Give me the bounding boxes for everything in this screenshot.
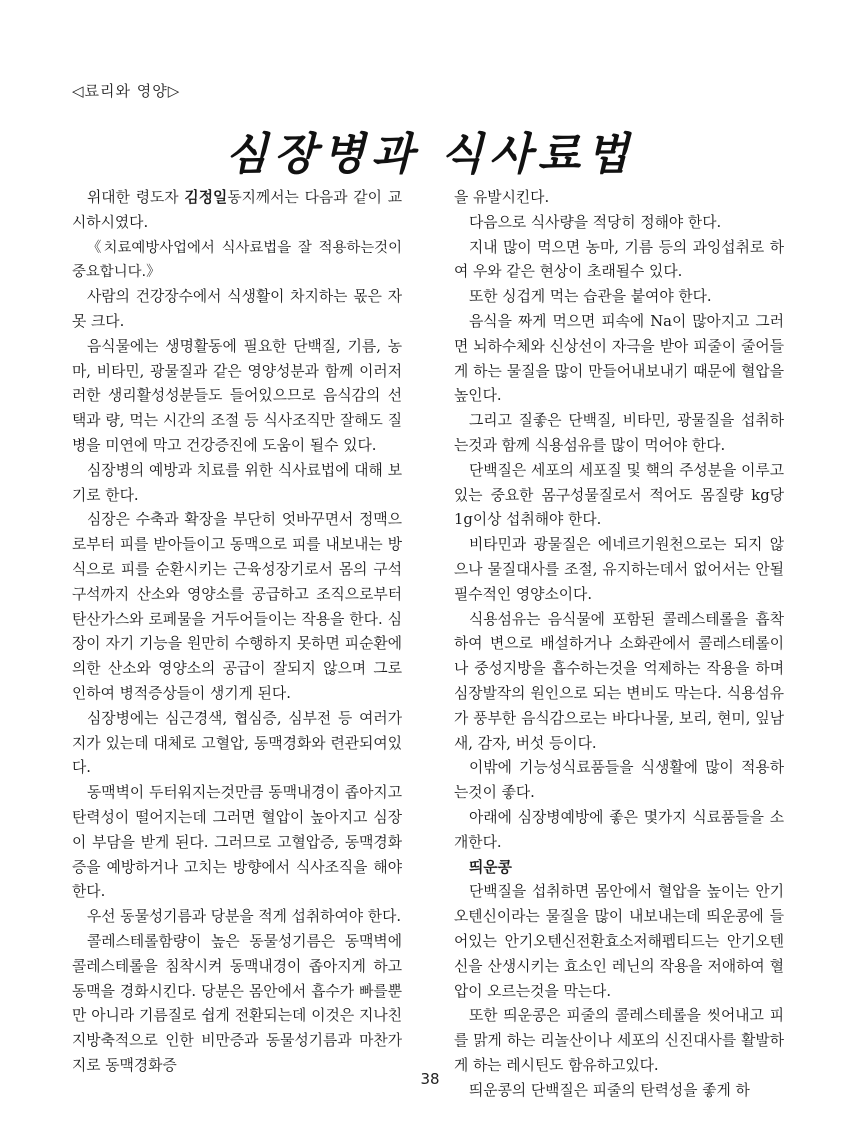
- paragraph: 비타민과 광물질은 에네르기원천으로는 되지 않으나 물질대사를 조절, 유지하는데서 없어서는 안될 필수적인 영양소이다.: [454, 536, 784, 603]
- paragraph-text: 위대한 령도자: [87, 189, 185, 206]
- subheading: 띄운콩: [469, 858, 512, 876]
- paragraph: 단백질은 세포의 세포질 및 핵의 주성분을 이루고있는 중요한 몸구성물질로서 적어도 몸질량 kg당 1g이상 섭취해야 한다.: [454, 461, 784, 529]
- paragraph: 음식물에는 생명활동에 필요한 단백질, 기름, 농마, 비타민, 광물질과 같은 영양성분과 함께 이러저러한 생리활성성분들도 들어있으므로 음식감의 선택과 량, 먹는 시간의 조절 등 식사조직만 잘해도 질병을 미연에 막고 건강증진에 도움이 될수 있다.: [72, 337, 402, 454]
- paragraph: 아래에 심장병예방에 좋은 몇가지 식료품들을 소개한다.: [454, 808, 784, 851]
- paragraph: 지내 많이 먹으면 농마, 기름 등의 과잉섭취로 하여 우와 같은 현상이 초래될수 있다.: [454, 238, 784, 281]
- paragraph: 식용섬유는 음식물에 포함된 콜레스테롤을 흡착하여 변으로 배설하거나 소화관에서 콜레스테롤이나 중성지방을 흡수하는것을 억제하는 작용을 하며 심장발작의 원인으로 되는 변비도 막는다. 식용섬유가 풍부한 음식감으로는 바다나물, 보리, 현미, 잎남새, 감자, 버섯 등이다.: [454, 610, 784, 752]
- paragraph: 그리고 질좋은 단백질, 비타민, 광물질을 섭취하는것과 함께 식용섬유를 많이 먹어야 한다.: [454, 412, 784, 454]
- paragraph: 사람의 건강장수에서 식생활이 차지하는 몫은 자못 크다.: [72, 288, 402, 330]
- paragraph: 심장병의 예방과 치료를 위한 식사료법에 대해 보기로 한다.: [72, 461, 402, 504]
- paragraph: 음식을 짜게 먹으면 피속에 Na이 많아지고 그러면 뇌하수체와 신상선이 자극을 받아 피줄이 줄어들게 하는 물질을 많이 만들어내보내기 때문에 혈압을 높인다.: [454, 312, 784, 405]
- paragraph-text: 동지께서는 다음과 같이 교시하시였다.: [72, 189, 403, 231]
- paragraph: 띄운콩의 단백질은 피줄의 탄력성을 좋게 하: [469, 1081, 750, 1099]
- paragraph: 을 유발시킨다.: [454, 189, 550, 206]
- paragraph: 단백질을 섭취하면 몸안에서 혈압을 높이는 안기오텐신이라는 물질을 많이 내보내는데 띄운콩에 들어있는 안기오텐신전환효소저해펩티드는 안기오텐신을 산생시키는 효소인 레닌의 작용을 저애하여 혈압이 오르는것을 막는다.: [454, 883, 784, 1000]
- paragraph: 심장병에는 심근경색, 협심증, 심부전 등 여러가지가 있는데 대체로 고혈압, 동맥경화와 련관되여있다.: [72, 709, 402, 777]
- section-tag: ◁료리와 영양▷: [72, 82, 181, 100]
- right-column: [454, 186, 784, 1103]
- paragraph: 또한 띄운콩은 피줄의 콜레스테롤을 씻어내고 피를 맑게 하는 리놀산이나 세포의 신진대사를 활발하게 하는 레시틴도 함유하고있다.: [454, 1007, 784, 1074]
- paragraph: 심장은 수축과 확장을 부단히 엇바꾸면서 정맥으로부터 피를 받아들이고 동맥으로 피를 내보내는 방식으로 피를 순환시키는 근육성장기로서 몸의 구석구석까지 산소와 영양소를 공급하고 조직으로부터 탄산가스와 로페물을 거두어들이는 작용을 한다. 심장이 자기 기능을 원만히 수행하지 못하면 피순환에 의한 산소와 영양소의 공급이 잘되지 않으며 그로 인하여 병적증상들이 생기게 된다.: [72, 511, 402, 702]
- paragraph: 동맥벽이 두터워지는것만큼 동맥내경이 좁아지고 탄력성이 떨어지는데 그러면 혈압이 높아지고 심장이 부담을 받게 된다. 그러므로 고혈압증, 동맥경화증을 예방하거나 고치는 방향에서 식사조직을 해야 한다.: [72, 784, 402, 901]
- article-title: 심장병과 식사료법: [225, 129, 635, 180]
- page-number: 38: [420, 1070, 440, 1088]
- paragraph: 우선 동물성기름과 당분을 적게 섭취하여야 한다.: [87, 908, 402, 926]
- paragraph: [72, 186, 402, 236]
- left-column: [72, 186, 402, 1079]
- paragraph: 콜레스테롤함량이 높은 동물성기름은 동맥벽에 콜레스테롤을 침착시켜 동맥내경이 좁아지게 하고 동맥을 경화시킨다. 당분은 몸안에서 흡수가 빠를뿐만 아니라 기름질로 쉽게 전환되는데 이것은 지나친 지방축적으로 인한 비만증과 동물성기름과 마찬가지로 동맥경화증: [72, 932, 402, 1074]
- quotation: 《치료예방사업에서 식사료법을 잘 적용하는것이 중요합니다.》: [72, 239, 402, 281]
- paragraph: 또한 싱겁게 먹는 습관을 붙여야 한다.: [469, 288, 712, 306]
- leader-name: 김정일: [184, 189, 228, 206]
- paragraph: 이밖에 기능성식료품들을 식생활에 많이 적용하는것이 좋다.: [454, 759, 784, 802]
- paragraph: 다음으로 식사량을 적당히 정해야 한다.: [469, 213, 722, 231]
